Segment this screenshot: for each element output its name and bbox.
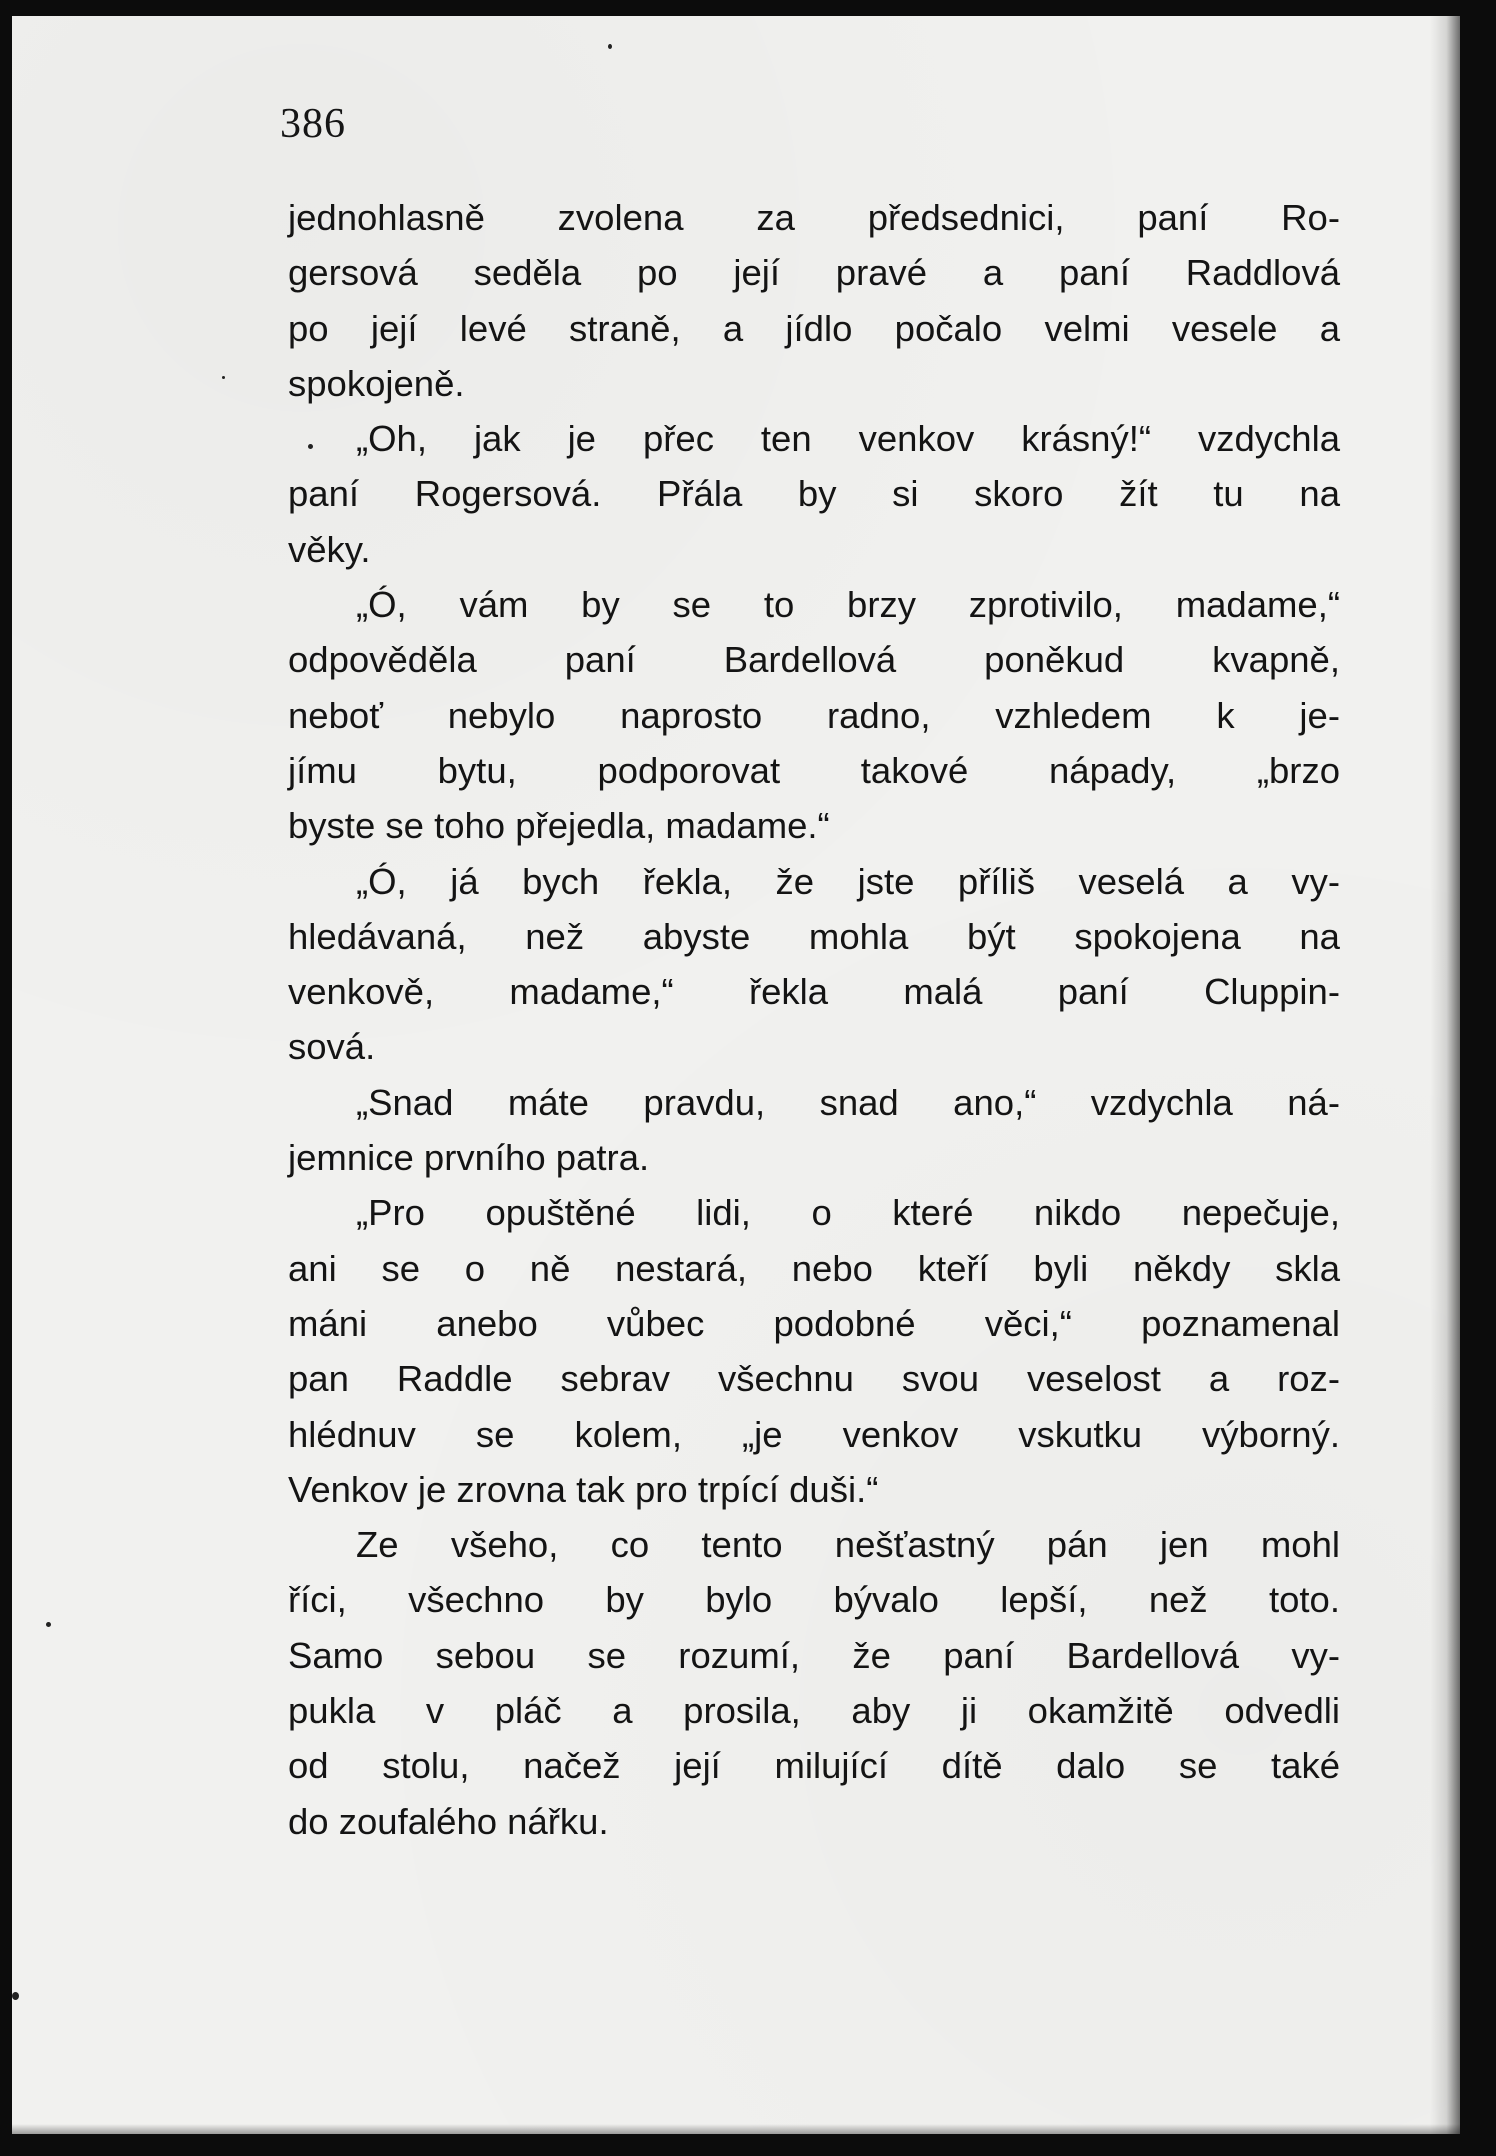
text-line: sová.	[288, 1026, 376, 1068]
paper-speck	[12, 1992, 19, 2000]
text-line: byste se toho přejedla, madame.“	[288, 805, 830, 847]
text-line: máni anebo vůbec podobné věci,“ poznamenal	[288, 1302, 1340, 1344]
text-line: věky.	[288, 528, 371, 570]
text-line: ani se o ně nestará, nebo kteří byli někdy skla	[288, 1247, 1340, 1289]
page-edge-shadow-right	[1430, 16, 1460, 2134]
text-line: venkově, madame,“ řekla malá paní Cluppin-	[288, 971, 1340, 1013]
text-line: paní Rogersová. Přála by si skoro žít tu na	[288, 473, 1340, 515]
text-line: „Pro opuštěné lidi, o které nikdo nepečuje,	[356, 1192, 1340, 1234]
text-line: říci, všechno by bylo bývalo lepší, než toto.	[288, 1579, 1340, 1621]
text-line: od stolu, načež její milující dítě dalo se také	[288, 1745, 1340, 1787]
page-number: 386	[280, 101, 346, 147]
text-line: jímu bytu, podporovat takové nápady, „brzo	[288, 749, 1340, 791]
text-line: „Oh, jak je přec ten venkov krásný!“ vzdychla	[356, 418, 1340, 460]
text-line: Venkov je zrovna tak pro trpící duši.“	[288, 1468, 879, 1510]
body-text	[288, 190, 1340, 1849]
text-line: odpověděla paní Bardellová poněkud kvapně,	[288, 639, 1340, 681]
text-line: Ze všeho, co tento nešťastný pán jen mohl	[356, 1524, 1340, 1566]
page-edge-shadow-bottom	[12, 2124, 1460, 2134]
text-line: „Ó, vám by se to brzy zprotivilo, madame,“	[356, 584, 1340, 626]
text-line: „Snad máte pravdu, snad ano,“ vzdychla ná-	[356, 1081, 1340, 1123]
paragraph	[288, 190, 1340, 411]
paragraph	[288, 577, 1340, 853]
text-line: po její levé straně, a jídlo počalo velmi vesele a	[288, 307, 1340, 349]
text-line: pan Raddle sebrav všechnu svou veselost a roz-	[288, 1358, 1340, 1400]
paragraph	[288, 1075, 1340, 1186]
text-line: gersová seděla po její pravé a paní Raddlová	[288, 252, 1340, 294]
text-line: hlédnuv se kolem, „je venkov vskutku výborný.	[288, 1413, 1340, 1455]
text-line: jednohlasně zvolena za předsednici, paní Ro-	[288, 197, 1340, 238]
paper-speck	[222, 376, 225, 379]
text-line: Samo sebou se rozumí, že paní Bardellová vy-	[288, 1634, 1340, 1676]
text-line: jemnice prvního patra.	[288, 1137, 650, 1179]
text-line: do zoufalého nářku.	[288, 1800, 609, 1842]
text-line: neboť nebylo naprosto radno, vzhledem k je-	[288, 694, 1340, 736]
paper-speck	[46, 1622, 51, 1627]
paper-speck	[608, 44, 612, 49]
paragraph	[288, 1185, 1340, 1517]
text-line: spokojeně.	[288, 362, 465, 404]
text-line: pukla v pláč a prosila, aby ji okamžitě odvedli	[288, 1690, 1340, 1732]
text-line: „Ó, já bych řekla, že jste příliš veselá a vy-	[356, 860, 1340, 902]
paragraph	[288, 854, 1340, 1075]
paragraph	[288, 1517, 1340, 1849]
paragraph	[288, 411, 1340, 577]
text-line: hledávaná, než abyste mohla být spokojena na	[288, 915, 1340, 957]
